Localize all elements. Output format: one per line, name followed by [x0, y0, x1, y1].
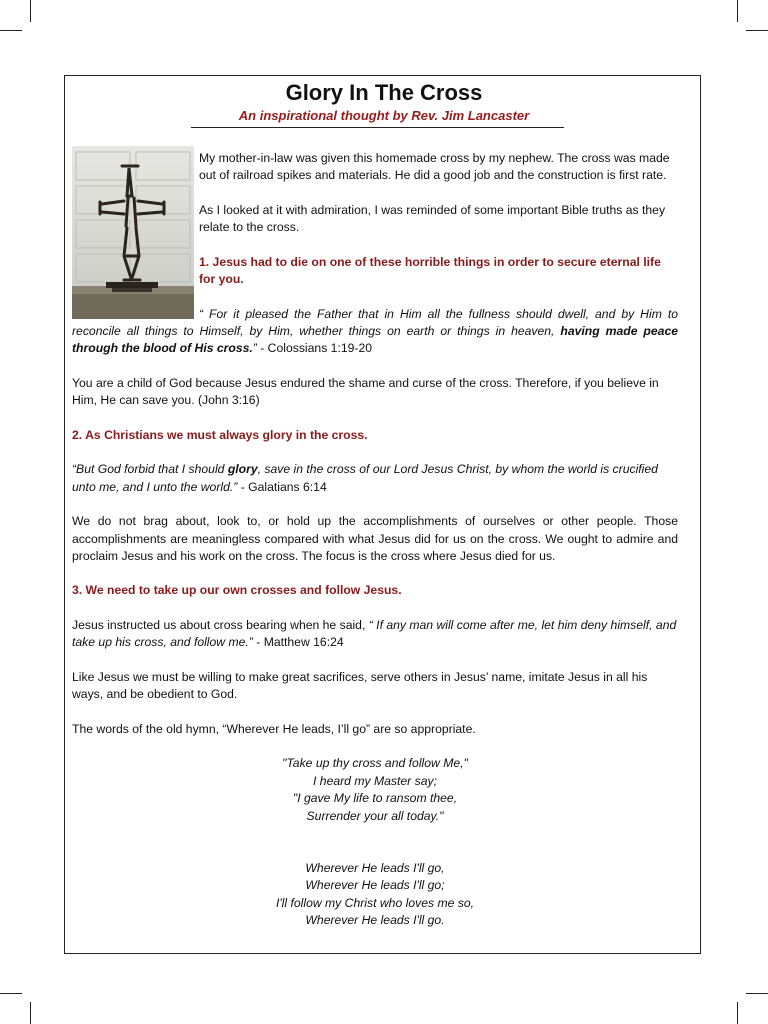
scripture-quote: Jesus instructed us about cross bearing when he said, “ If any man will come after me, let him deny himself, and take up his cross, and follow me.” - Matthew 16:24	[72, 618, 677, 650]
body-paragraph: We do not brag about, look to, or hold up the accomplishments of ourselves or other people. Those accomplishments are meaningless compared with what Jesus did for us on the cross. We ought to admire and proclaim Jesus and his work on the cross. The focus is the cross where Jesus died for us.	[72, 514, 678, 563]
crop-mark	[0, 993, 22, 994]
point-heading: 1. Jesus had to die on one of these horrible things in order to secure eternal life for you.	[199, 254, 661, 287]
crop-mark	[30, 1002, 31, 1024]
page-title: Glory In The Cross	[285, 80, 483, 105]
page-subtitle: An inspirational thought by Rev. Jim Lancaster	[238, 108, 530, 123]
hymn-line: Wherever He leads I'll go,	[305, 860, 445, 875]
crop-mark	[737, 0, 738, 22]
crop-mark	[0, 30, 22, 31]
hymn-line: Wherever He leads I'll go;	[305, 878, 445, 893]
hymn-line: "Take up thy cross and follow Me,"	[282, 756, 468, 771]
hymn-line: I heard my Master say;	[313, 773, 437, 788]
hymn-intro: The words of the old hymn, “Wherever He leads, I’ll go” are so appropriate.	[72, 721, 476, 736]
hymn-line: "I gave My life to ransom thee,	[292, 791, 458, 806]
hymn-line: I'll follow my Christ who loves me so,	[275, 895, 475, 910]
scripture-quote: “But God forbid that I should glory, save in the cross of our Lord Jesus Christ, by whom the world is crucified unto me, and I unto the world.” - Galatians 6:14	[72, 462, 658, 494]
hymn-lyrics	[72, 755, 678, 929]
crop-mark	[737, 1002, 738, 1024]
title-divider	[191, 127, 564, 128]
scripture-quote: “ For it pleased the Father that in Him all the fullness should dwell, and by Him to reconcile all things to Himself, by Him, whether things on earth or things in heaven, having made peace through the blood of His cross.” - Colossians 1:19-20	[72, 306, 678, 356]
hymn-chorus	[72, 860, 678, 930]
crop-mark	[30, 0, 31, 22]
body-paragraph: Like Jesus we must be willing to make great sacrifices, serve others in Jesus’ name, imitate Jesus in all his ways, and be obedient to God.	[72, 669, 648, 702]
crop-mark	[746, 993, 768, 994]
point-heading: 2. As Christians we must always glory in the cross.	[72, 427, 368, 442]
crop-mark	[746, 30, 768, 31]
hymn-line: Surrender your all today."	[306, 808, 444, 823]
intro-paragraph: As I looked at it with admiration, I was reminded of some important Bible truths as they relate to the cross.	[199, 202, 666, 235]
intro-paragraph: My mother-in-law was given this homemade cross by my nephew. The cross was made out of railroad spikes and materials. He did a good job and the construction is first rate.	[199, 151, 670, 183]
point-heading: 3. We need to take up our own crosses and follow Jesus.	[72, 583, 402, 598]
article-body	[72, 150, 678, 930]
hymn-line: Wherever He leads I'll go.	[305, 913, 445, 928]
body-paragraph: You are a child of God because Jesus endured the shame and curse of the cross. Therefore, if you believe in Him, He can save you. (John 3:16)	[72, 375, 659, 408]
